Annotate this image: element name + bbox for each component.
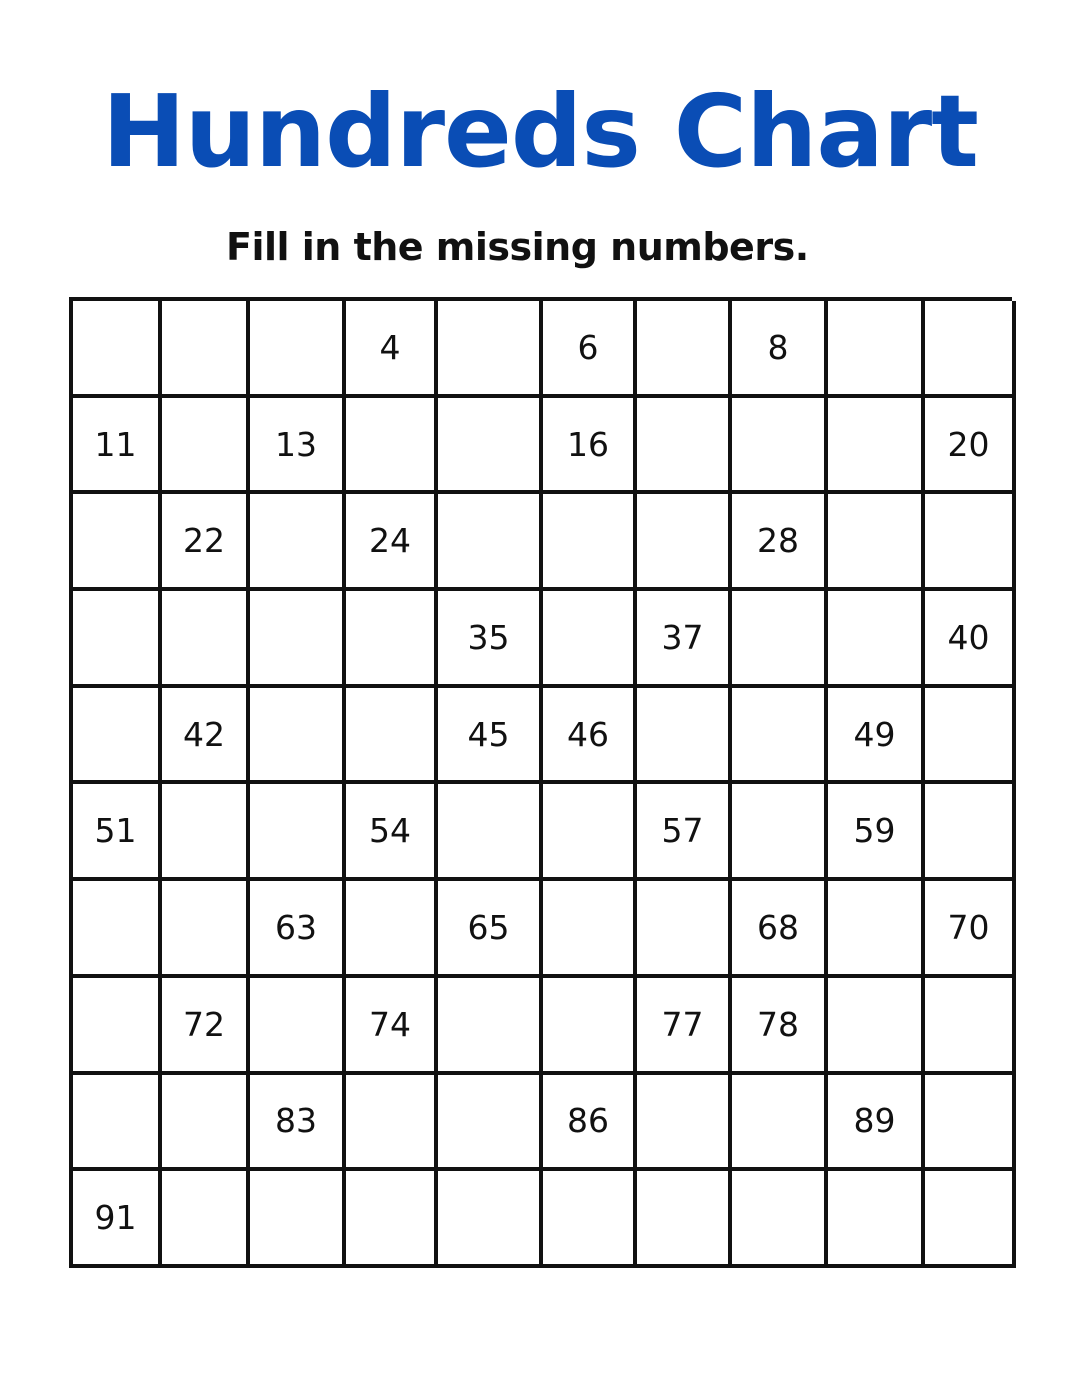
grid-cell-blank[interactable] — [346, 398, 438, 495]
grid-cell-blank[interactable] — [925, 301, 1016, 398]
grid-cell-blank[interactable] — [438, 398, 543, 495]
grid-cell-number: 78 — [732, 978, 828, 1075]
grid-cell-number: 86 — [543, 1075, 637, 1172]
grid-cell-blank[interactable] — [732, 688, 828, 785]
grid-cell-number: 51 — [73, 784, 162, 881]
grid-cell-blank[interactable] — [438, 784, 543, 881]
grid-cell-blank[interactable] — [925, 978, 1016, 1075]
grid-cell-number: 35 — [438, 591, 543, 688]
grid-cell-number: 46 — [543, 688, 637, 785]
grid-cell-blank[interactable] — [73, 978, 162, 1075]
grid-cell-blank[interactable] — [543, 978, 637, 1075]
grid-cell-number: 24 — [346, 494, 438, 591]
grid-cell-blank[interactable] — [438, 301, 543, 398]
grid-cell-blank[interactable] — [828, 301, 925, 398]
grid-cell-blank[interactable] — [438, 1171, 543, 1268]
grid-cell-blank[interactable] — [828, 591, 925, 688]
grid-cell-blank[interactable] — [250, 784, 346, 881]
grid-cell-blank[interactable] — [925, 1075, 1016, 1172]
grid-cell-blank[interactable] — [346, 1171, 438, 1268]
grid-cell-blank[interactable] — [543, 1171, 637, 1268]
grid-cell-blank[interactable] — [250, 494, 346, 591]
grid-cell-blank[interactable] — [73, 1075, 162, 1172]
grid-cell-blank[interactable] — [828, 978, 925, 1075]
grid-cell-blank[interactable] — [346, 688, 438, 785]
grid-cell-blank[interactable] — [162, 398, 250, 495]
grid-cell-blank[interactable] — [162, 881, 250, 978]
grid-cell-number: 22 — [162, 494, 250, 591]
grid-cell-number: 68 — [732, 881, 828, 978]
grid-cell-blank[interactable] — [543, 784, 637, 881]
grid-cell-blank[interactable] — [637, 1075, 732, 1172]
grid-cell-blank[interactable] — [637, 301, 732, 398]
grid-cell-blank[interactable] — [250, 1171, 346, 1268]
grid-cell-blank[interactable] — [162, 591, 250, 688]
grid-cell-blank[interactable] — [250, 978, 346, 1075]
grid-cell-blank[interactable] — [162, 1171, 250, 1268]
grid-cell-blank[interactable] — [925, 688, 1016, 785]
grid-cell-blank[interactable] — [732, 591, 828, 688]
grid-cell-blank[interactable] — [73, 301, 162, 398]
grid-cell-number: 63 — [250, 881, 346, 978]
grid-cell-blank[interactable] — [438, 494, 543, 591]
grid-cell-blank[interactable] — [73, 591, 162, 688]
grid-cell-number: 91 — [73, 1171, 162, 1268]
instructions: Fill in the missing numbers. — [226, 225, 809, 269]
grid-cell-blank[interactable] — [828, 1171, 925, 1268]
grid-cell-number: 28 — [732, 494, 828, 591]
grid-cell-number: 40 — [925, 591, 1016, 688]
grid-cell-blank[interactable] — [250, 301, 346, 398]
grid-cell-blank[interactable] — [73, 494, 162, 591]
grid-cell-number: 16 — [543, 398, 637, 495]
grid-cell-blank[interactable] — [543, 494, 637, 591]
grid-cell-blank[interactable] — [828, 881, 925, 978]
grid-cell-number: 11 — [73, 398, 162, 495]
grid-cell-number: 45 — [438, 688, 543, 785]
grid-cell-blank[interactable] — [162, 784, 250, 881]
grid-cell-blank[interactable] — [828, 494, 925, 591]
grid-cell-blank[interactable] — [637, 398, 732, 495]
grid-cell-number: 13 — [250, 398, 346, 495]
grid-cell-number: 4 — [346, 301, 438, 398]
grid-cell-number: 20 — [925, 398, 1016, 495]
grid-cell-blank[interactable] — [543, 591, 637, 688]
grid-cell-number: 6 — [543, 301, 637, 398]
grid-cell-number: 89 — [828, 1075, 925, 1172]
grid-cell-number: 49 — [828, 688, 925, 785]
hundreds-grid — [69, 297, 1012, 1268]
grid-cell-blank[interactable] — [637, 1171, 732, 1268]
grid-cell-number: 70 — [925, 881, 1016, 978]
grid-cell-blank[interactable] — [73, 881, 162, 978]
grid-cell-blank[interactable] — [543, 881, 637, 978]
page-title: Hundreds Chart — [102, 73, 978, 190]
grid-cell-blank[interactable] — [162, 301, 250, 398]
grid-cell-blank[interactable] — [250, 591, 346, 688]
grid-cell-blank[interactable] — [250, 688, 346, 785]
grid-cell-blank[interactable] — [732, 1075, 828, 1172]
grid-cell-blank[interactable] — [637, 881, 732, 978]
grid-cell-blank[interactable] — [732, 784, 828, 881]
grid-cell-blank[interactable] — [732, 398, 828, 495]
grid-cell-number: 74 — [346, 978, 438, 1075]
grid-cell-number: 83 — [250, 1075, 346, 1172]
grid-cell-blank[interactable] — [346, 1075, 438, 1172]
grid-cell-number: 57 — [637, 784, 732, 881]
grid-cell-blank[interactable] — [346, 591, 438, 688]
grid-cell-blank[interactable] — [438, 1075, 543, 1172]
grid-cell-blank[interactable] — [73, 688, 162, 785]
grid-cell-blank[interactable] — [438, 978, 543, 1075]
grid-cell-blank[interactable] — [828, 398, 925, 495]
grid-cell-blank[interactable] — [925, 784, 1016, 881]
grid-cell-number: 42 — [162, 688, 250, 785]
grid-cell-blank[interactable] — [925, 1171, 1016, 1268]
grid-cell-number: 77 — [637, 978, 732, 1075]
grid-cell-blank[interactable] — [732, 1171, 828, 1268]
grid-cell-number: 8 — [732, 301, 828, 398]
grid-cell-number: 72 — [162, 978, 250, 1075]
grid-cell-number: 65 — [438, 881, 543, 978]
grid-cell-number: 37 — [637, 591, 732, 688]
grid-cell-blank[interactable] — [637, 688, 732, 785]
grid-cell-number: 54 — [346, 784, 438, 881]
grid-cell-blank[interactable] — [637, 494, 732, 591]
grid-cell-blank[interactable] — [346, 881, 438, 978]
grid-cell-number: 59 — [828, 784, 925, 881]
grid-cell-blank[interactable] — [162, 1075, 250, 1172]
grid-cell-blank[interactable] — [925, 494, 1016, 591]
